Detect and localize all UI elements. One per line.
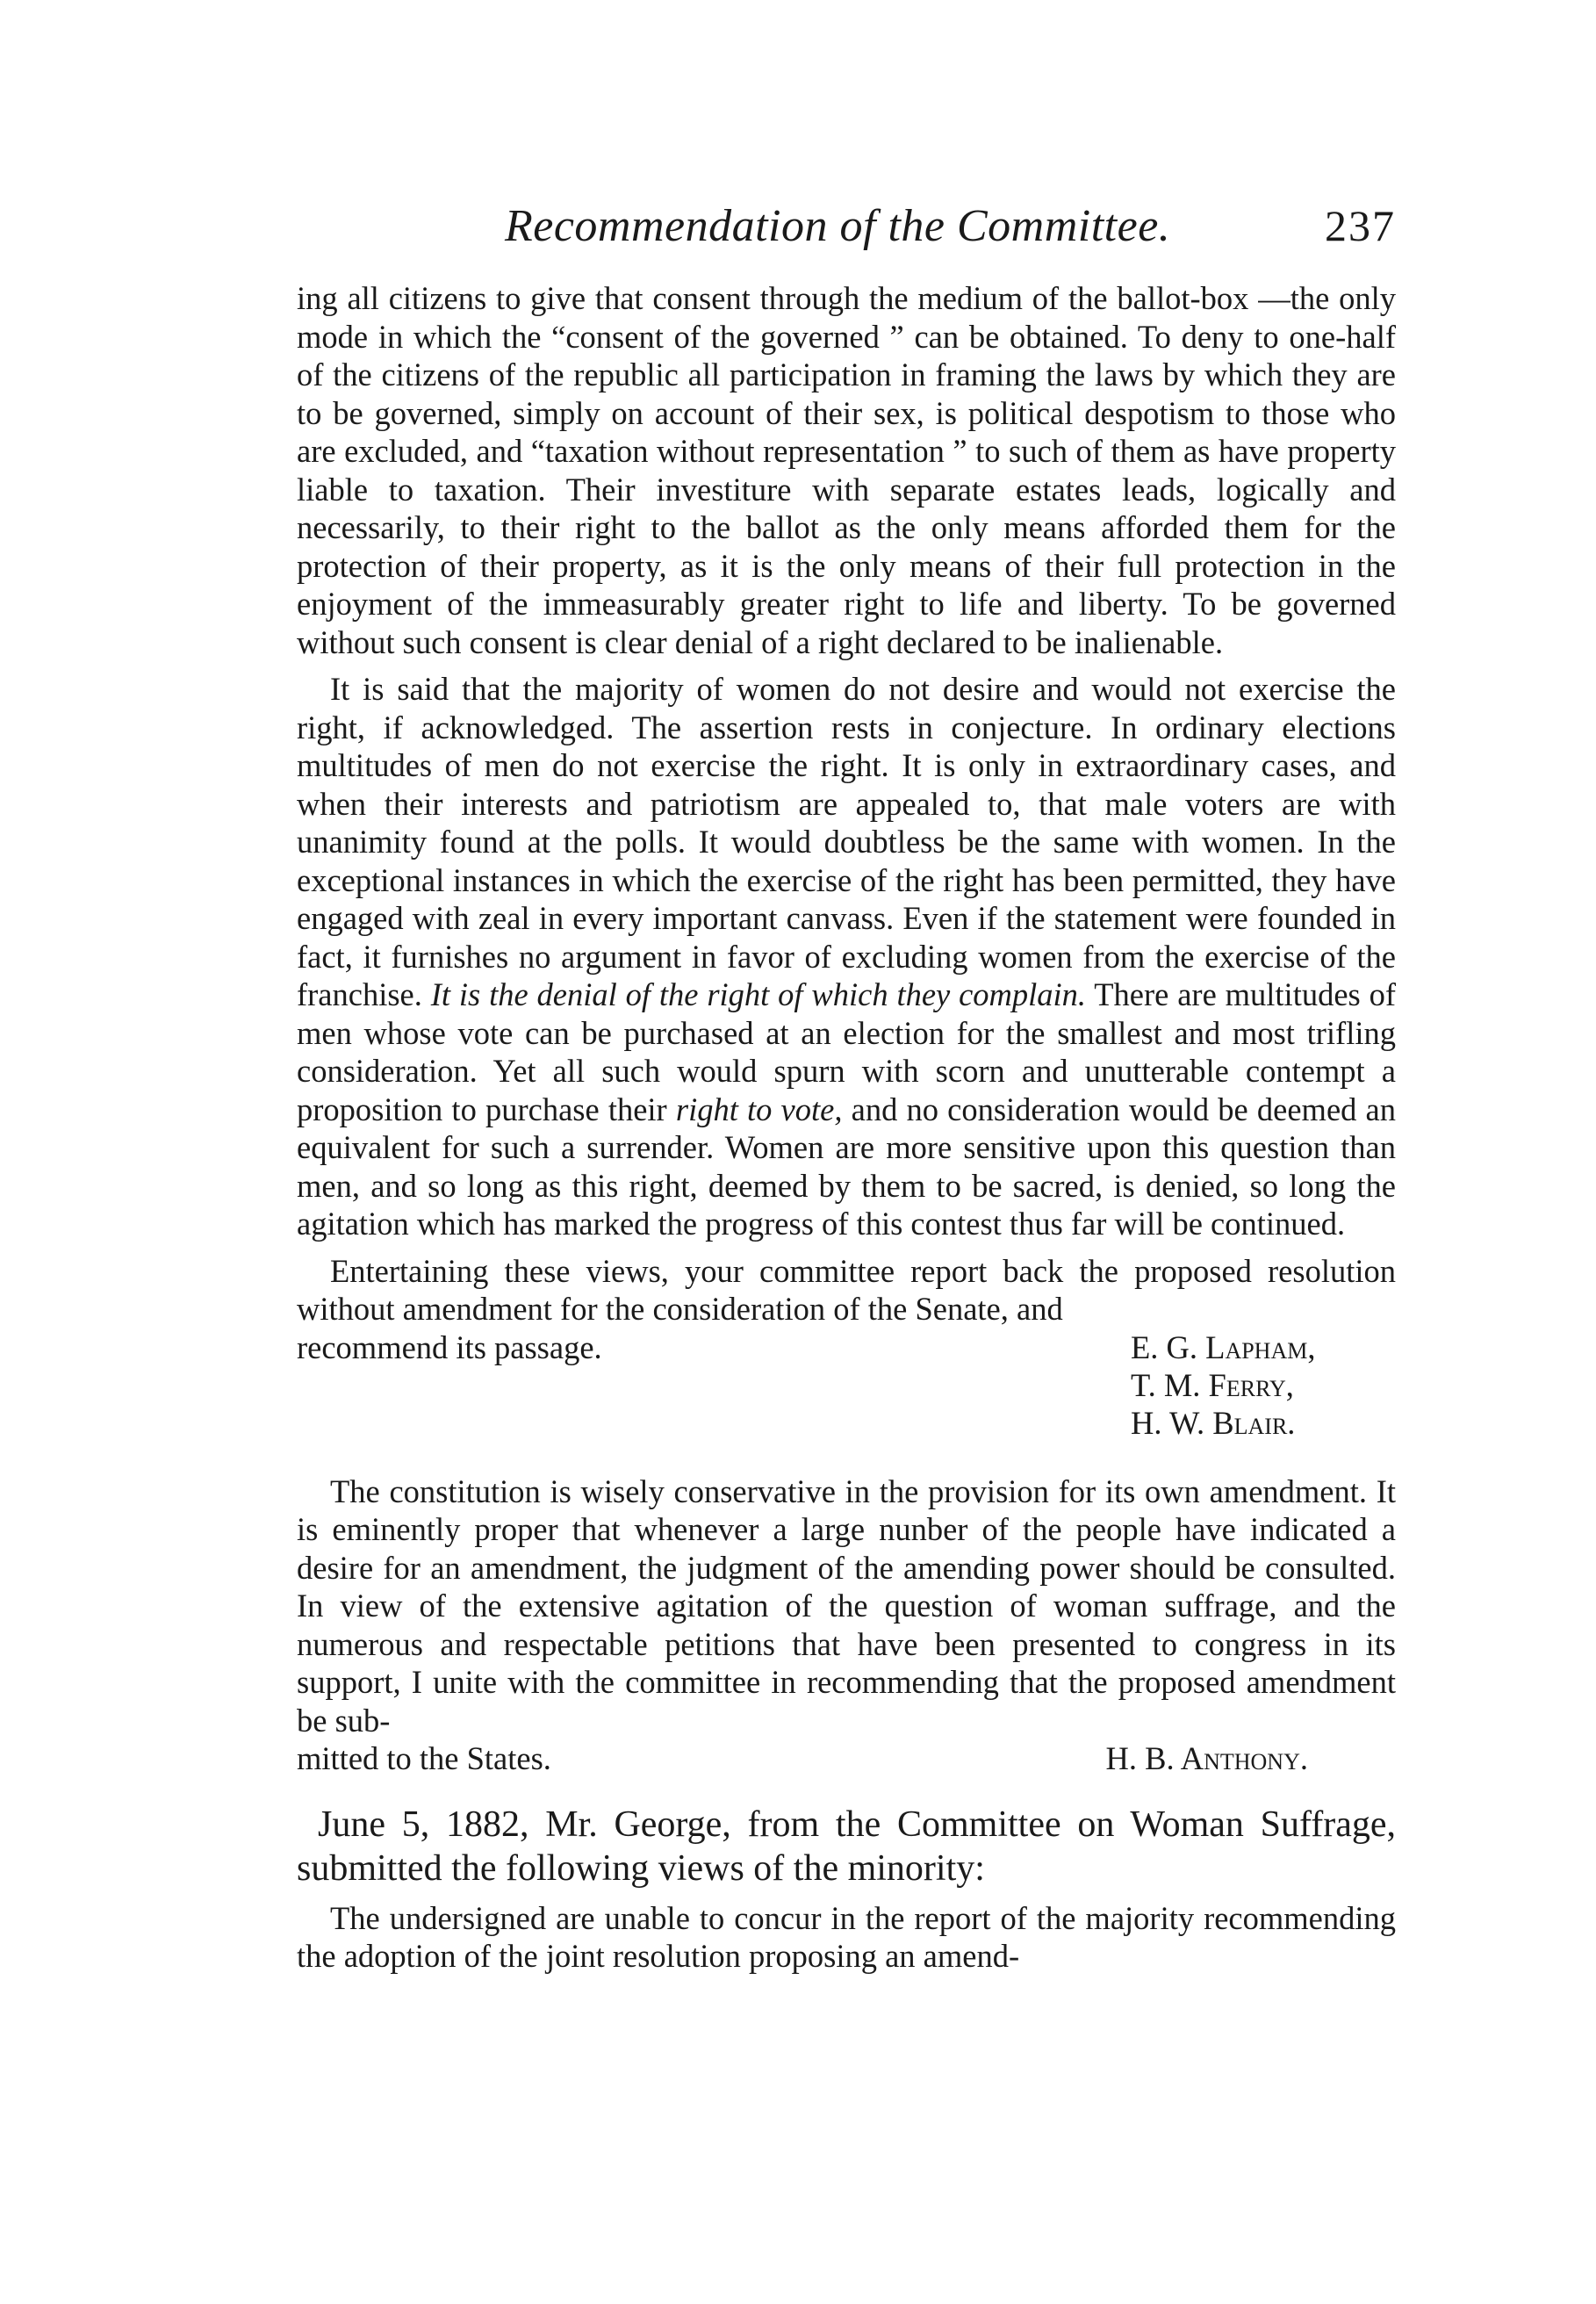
- paragraph-recommendation-text: Entertaining these views, your committee report back the proposed resolution without amendment for the consideration of the Senate, and: [297, 1252, 1396, 1327]
- signatory-anthony: H. B. Anthony.: [1105, 1740, 1308, 1776]
- anthony-signature-line: [297, 1739, 1396, 1778]
- paragraph-anthony-statement: The constitution is wisely conservative in the provision for its own amendment. It is eminently proper that whenever a large nunber of the people have indicated a desire for an amendment, the judgment of the amending power should be consulted. In view of the extensive agitation of the question of woman suffrage, and the numerous and respectable petitions that have been presented to congress in its support, I unite with the committee in recommending that the proposed amendment be sub-: [297, 1472, 1396, 1739]
- signatory-blair: H. W. Blair.: [1131, 1404, 1296, 1441]
- recommend-passage-text: recommend its passage.: [297, 1328, 602, 1365]
- paragraph-minority-views: The undersigned are unable to concur in the report of the majority recommending the adoption of the joint resolution proposing an amend-: [297, 1899, 1396, 1974]
- running-header: [505, 200, 1396, 262]
- submitted-to-states-text: mitted to the States.: [297, 1740, 551, 1776]
- paragraph-majority-part-c: and no consideration would be deemed an equivalent for such a surrender. Women are more sensitive upon this question than men, and so long as this right, deemed by them to be sacred, is denied, so long the agitation which has marked the progress of this contest thus far will be continued.: [297, 1091, 1396, 1242]
- signatory-lapham: E. G. Lapham,: [1131, 1328, 1316, 1365]
- signatory-ferry: T. M. Ferry,: [1131, 1366, 1294, 1403]
- committee-signatures: [297, 1328, 1396, 1443]
- paragraph-consent: ing all citizens to give that consent through the medium of the ballot-box —the only mode in which the “consent of the governed ” can be obtained. To deny to one-half of the citizens of the republic all participation in framing the laws by which they are to be governed, simply on account of their sex, is political despotism to those who are excluded, and “taxation without representation ” to such of them as have property liable to taxation. Their investiture with separate estates leads, logically and necessarily, to their right to the ballot as the only means afforded them for the protection of their property, as it is the only means of their full protection in the enjoyment of the immeasurably greater right to life and liberty. To be governed without such consent is clear denial of a right declared to be inalienable.: [297, 280, 1396, 660]
- italic-denial-of-right: It is the denial of the right of which they complain.: [430, 976, 1087, 1012]
- page-body: [297, 279, 1396, 1976]
- paragraph-minority-intro: June 5, 1882, Mr. George, from the Committee on Woman Suffrage, submitted the following views of the minority:: [297, 1804, 1396, 1889]
- page-number: 237: [1325, 201, 1396, 250]
- italic-right-to-vote: right to vote,: [675, 1091, 843, 1127]
- paragraph-majority-of-women: [297, 670, 1396, 1243]
- paragraph-recommendation: [297, 1252, 1396, 1328]
- paragraph-majority-part-b: There are multitudes of men whose vote can be purchased at an election for the smallest and most trifling consideration. Yet all such would spurn with scorn and unutterable contempt a proposition to purchase their: [297, 976, 1396, 1127]
- running-head-title: Recommendation of the Committee.: [505, 201, 1171, 251]
- paragraph-majority-part-a: It is said that the majority of women do not desire and would not exercise the right, if acknowledged. The assertion rests in conjecture. In ordinary elections multitudes of men do not exercise the right. It is only in extraordinary cases, and when their interests and patriotism are appealed to, that male voters are with unanimity found at the polls. It would doubtless be the same with women. In the exceptional instances in which the exercise of the right has been permitted, they have engaged with zeal in every important canvass. Even if the statement were founded in fact, it furnishes no argument in favor of excluding women from the exercise of the franchise.: [297, 671, 1396, 1012]
